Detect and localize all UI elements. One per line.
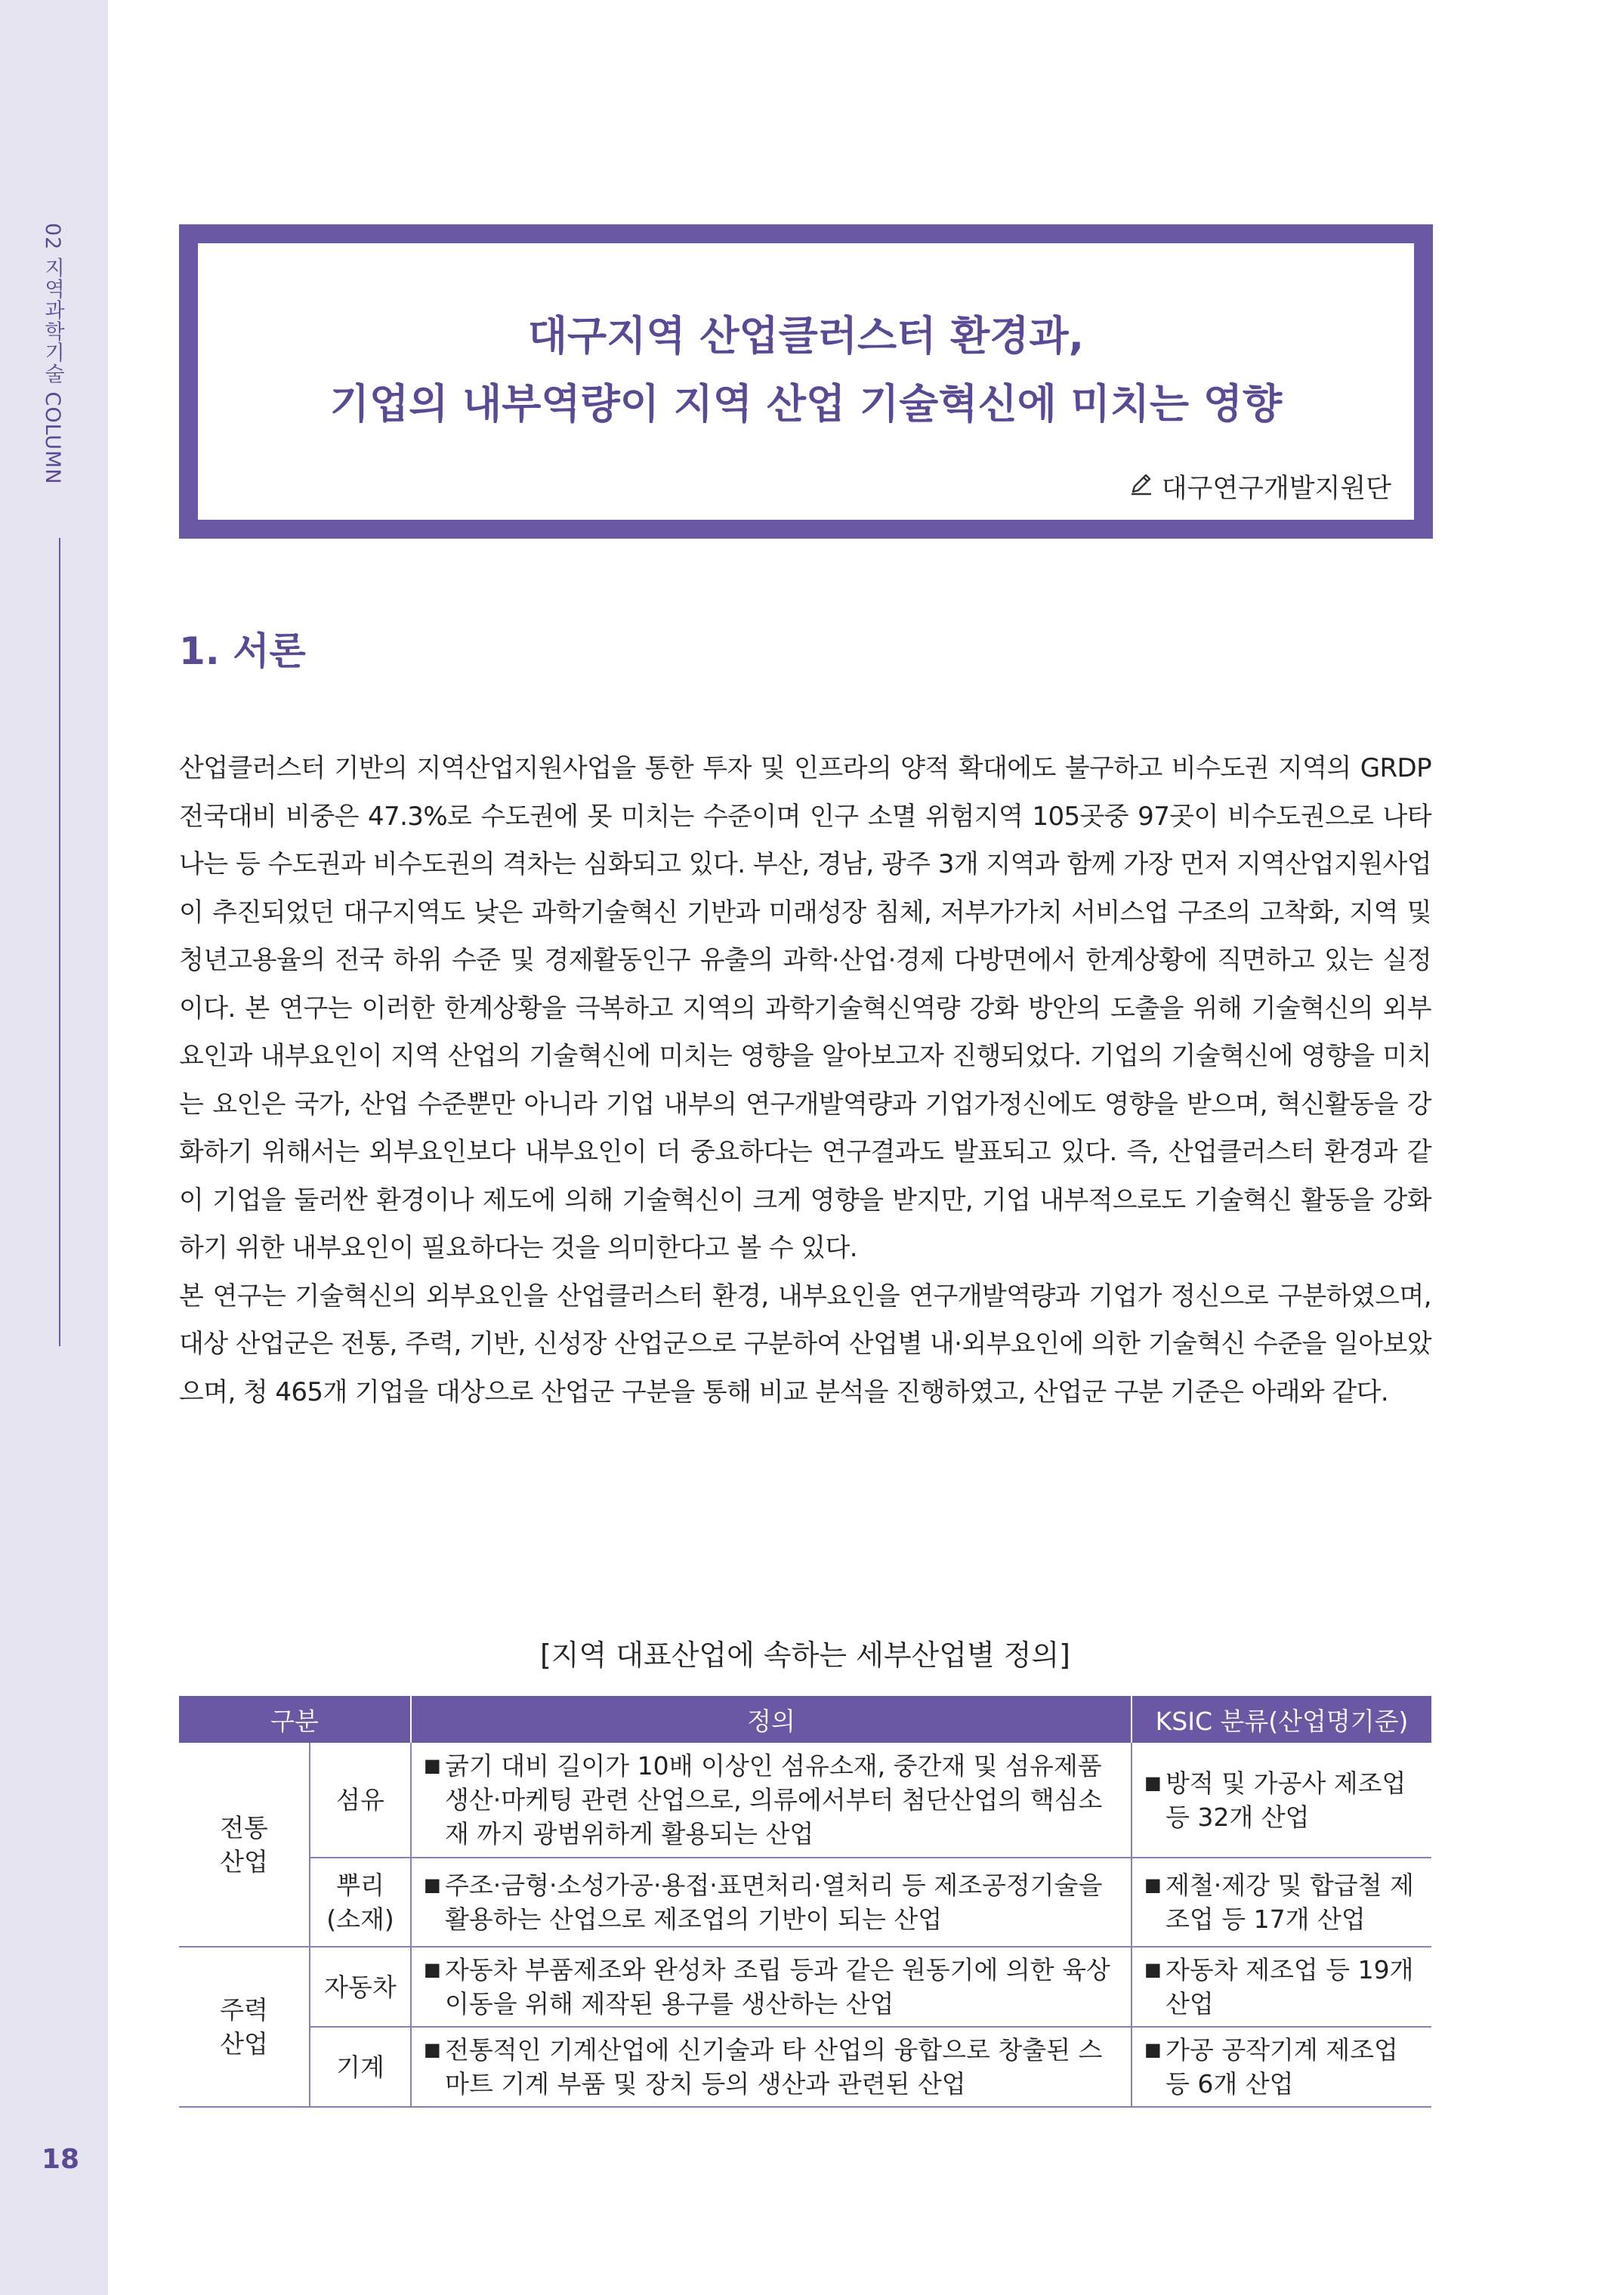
definition-cell bbox=[411, 1947, 1132, 2027]
header-ksic: KSIC 분류(산업명기준) bbox=[1132, 1696, 1431, 1743]
section-heading: 1. 서론 bbox=[179, 629, 306, 673]
group-cell: 주력 산업 bbox=[179, 1947, 310, 2107]
table-row bbox=[179, 1947, 1431, 2027]
definition-cell bbox=[411, 1858, 1132, 1947]
sidebar bbox=[0, 0, 108, 2295]
definition-cell bbox=[411, 2027, 1132, 2107]
header-category: 구분 bbox=[179, 1696, 411, 1743]
page-number: 18 bbox=[42, 2144, 80, 2175]
author-line bbox=[1128, 468, 1391, 505]
paragraph: 산업클러스터 기반의 지역산업지원사업을 통한 투자 및 인프라의 양적 확대에도 불구하고 비수도권 지역의 GRDP 전국대비 비중은 47.3%로 수도권에 못 미치는 수준이며 인구 소멸 위험지역 105곳중 97곳이 비수도권으로 나타나는 등 수도권과 비수도권의 격차는 심화되고 있다. 부산, 경남, 광주 3개 지역과 함께 가장 먼저 지역산업지원사업이 추진되었던 대구지역도 낮은 과학기술혁신 기반과 미래성장 침체, 저부가가치 서비스업 구조의 고착화, 지역 및 청년고용율의 전국 하위 수준 및 경제활동인구 유출의 과학·산업·경제 다방면에서 한계상황에 직면하고 있는 실정이다. 본 연구는 이러한 한계상황을 극복하고 지역의 과학기술혁신역량 강화 방안의 도출을 위해 기술혁신의 외부요인과 내부요인이 지역 산업의 기술혁신에 미치는 영향을 알아보고자 진행되었다. 기업의 기술혁신에 영향을 미치는 요인은 국가, 산업 수준뿐만 아니라 기업 내부의 연구개발역량과 기업가정신에도 영향을 받으며, 혁신활동을 강화하기 위해서는 외부요인보다 내부요인이 더 중요하다는 연구결과도 발표되고 있다. 즉, 산업클러스터 환경과 같이 기업을 둘러싼 환경이나 제도에 의해 기술혁신이 크게 영향을 받지만, 기업 내부적으로도 기술혁신 활동을 강화하기 위한 내부요인이 필요하다는 것을 의미한다고 볼 수 있다. bbox=[179, 753, 1431, 1263]
ksic-cell bbox=[1132, 1858, 1431, 1947]
square-bullet-icon: ■ bbox=[1144, 1771, 1162, 1793]
ksic-cell bbox=[1132, 1947, 1431, 2027]
definition-table bbox=[179, 1696, 1431, 2108]
title-box bbox=[179, 224, 1433, 539]
square-bullet-icon: ■ bbox=[424, 1755, 441, 1776]
ksic-cell bbox=[1132, 2027, 1431, 2107]
section-label: 02 지역과학기술 COLUMN bbox=[41, 223, 64, 485]
definition-text: 전통적인 기계산업에 신기술과 타 산업의 융합으로 창출된 스마트 기계 부품 및 장치 등의 생산과 관련된 산업 bbox=[445, 2035, 1103, 2099]
title-line-2: 기업의 내부역량이 지역 산업 기술혁신에 미치는 영향 bbox=[329, 380, 1283, 428]
table-row bbox=[179, 1858, 1431, 1947]
ksic-text: 자동차 제조업 등 19개 산업 bbox=[1166, 1955, 1414, 2019]
definition-text: 굵기 대비 길이가 10배 이상인 섬유소재, 중간재 및 섬유제품 생산·마케팅 관련 산업으로, 의류에서부터 첨단산업의 핵심소재 까지 광범위하게 활용되는 산업 bbox=[445, 1751, 1103, 1849]
author-name: 대구연구개발지원단 bbox=[1161, 474, 1391, 504]
table-caption: [지역 대표산업에 속하는 세부산업별 정의] bbox=[539, 1639, 1070, 1672]
header-definition: 정의 bbox=[411, 1696, 1132, 1743]
sub-category-cell: 섬유 bbox=[310, 1743, 411, 1858]
square-bullet-icon: ■ bbox=[424, 2039, 441, 2060]
definition-text: 자동차 부품제조와 완성차 조립 등과 같은 원동기에 의한 육상 이동을 위해 제작된 용구를 생산하는 산업 bbox=[445, 1955, 1110, 2019]
ksic-text: 가공 공작기계 제조업 등 6개 산업 bbox=[1166, 2035, 1398, 2099]
table-row bbox=[179, 1743, 1431, 1858]
pencil-icon bbox=[1128, 471, 1154, 503]
paragraph: 본 연구는 기술혁신의 외부요인을 산업클러스터 환경, 내부요인을 연구개발역량과 기업가 정신으로 구분하였으며, 대상 산업군은 전통, 주력, 기반, 신성장 산업군으로 구분하여 산업별 내·외부요인에 의한 기술혁신 수준을 일아보았으며, 청 465개 기업을 대상으로 산업군 구분을 통해 비교 분석을 진행하였고, 산업군 구분 기준은 아래와 같다. bbox=[179, 1280, 1431, 1407]
square-bullet-icon: ■ bbox=[424, 1874, 441, 1895]
square-bullet-icon: ■ bbox=[1144, 1959, 1162, 1980]
table-header-row bbox=[179, 1696, 1431, 1743]
group-cell: 전통 산업 bbox=[179, 1743, 310, 1947]
square-bullet-icon: ■ bbox=[1144, 1874, 1162, 1895]
body-text bbox=[179, 745, 1431, 1416]
sub-category-cell: 기계 bbox=[310, 2027, 411, 2107]
sub-category-cell: 자동차 bbox=[310, 1947, 411, 2027]
square-bullet-icon: ■ bbox=[424, 1959, 441, 1980]
sub-category-cell: 뿌리 (소재) bbox=[310, 1858, 411, 1947]
table-row bbox=[179, 2027, 1431, 2107]
definition-cell bbox=[411, 1743, 1132, 1858]
title-line-1: 대구지역 산업클러스터 환경과, bbox=[527, 312, 1085, 360]
sidebar-divider bbox=[59, 538, 60, 1346]
ksic-cell bbox=[1132, 1743, 1431, 1858]
ksic-text: 방적 및 가공사 제조업 등 32개 산업 bbox=[1166, 1768, 1406, 1832]
ksic-text: 제철·제강 및 합급철 제조업 등 17개 산업 bbox=[1166, 1870, 1414, 1934]
definition-text: 주조·금형·소성가공·용접·표면처리·열처리 등 제조공정기술을 활용하는 산업으로 제조업의 기반이 되는 산업 bbox=[445, 1870, 1103, 1934]
square-bullet-icon: ■ bbox=[1144, 2039, 1162, 2060]
